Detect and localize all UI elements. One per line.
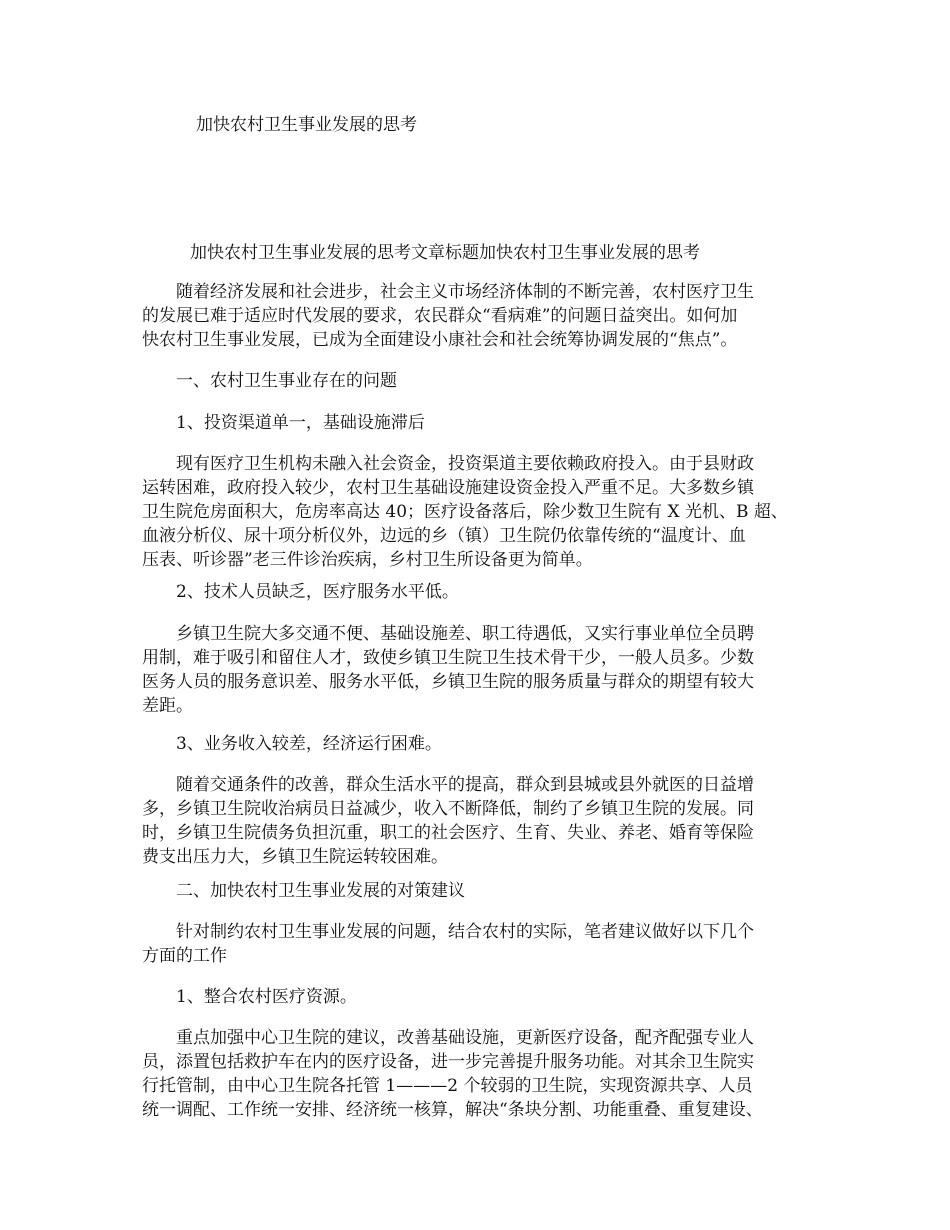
section-1-heading: 一、农村卫生事业存在的问题 [176, 371, 397, 391]
section-2-intro [142, 920, 832, 968]
text-line: 用制，难于吸引和留住人才，致使乡镇卫生院卫生技术骨干少，一般人员多。少数 [142, 648, 754, 668]
text-line: 卫生院危房面积大，危房率高达 40；医疗设备落后，除少数卫生院有 X 光机、B 超、 [142, 502, 788, 522]
text-line: 费支出压力大，乡镇卫生院运转较困难。 [142, 847, 448, 867]
text-line: 随着交通条件的改善，群众生活水平的提高，群众到县城或县外就医的日益增 [176, 775, 754, 795]
subsection-heading [142, 985, 832, 1009]
article-heading: 加快农村卫生事业发展的思考文章标题加快农村卫生事业发展的思考 [190, 243, 700, 263]
subsection-heading [142, 732, 832, 756]
text-line: 方面的工作 [142, 946, 227, 966]
subsection-heading [142, 580, 832, 604]
text-line: 时，乡镇卫生院债务负担沉重，职工的社会医疗、生育、失业、养老、婚育等保险 [142, 823, 754, 843]
text-line: 行托管制，由中心卫生院各托管 1———2 个较弱的卫生院，实现资源共享、人员 [142, 1076, 753, 1096]
text-line: 医务人员的服务意识差、服务水平低，乡镇卫生院的服务质量与群众的期望有较大 [142, 672, 754, 692]
s1-item1-heading: 1、投资渠道单一，基础设施滞后 [176, 413, 425, 433]
s1-item3-paragraph [142, 773, 832, 869]
section-heading [142, 369, 832, 393]
text-line: 的发展已难于适应时代发展的要求，农民群众“看病难”的问题日益突出。如何加 [142, 306, 738, 326]
text-line: 员，添置包括救护车在内的医疗设备，进一步完善提升服务功能。对其余卫生院实 [142, 1052, 754, 1072]
s1-item3-heading: 3、业务收入较差，经济运行困难。 [176, 734, 442, 754]
section-heading [142, 879, 832, 903]
text-line: 针对制约农村卫生事业发展的问题，结合农村的实际，笔者建议做好以下几个 [176, 922, 754, 942]
subsection-heading [142, 411, 832, 435]
text-line: 现有医疗卫生机构未融入社会资金，投资渠道主要依赖政府投入。由于县财政 [176, 454, 754, 474]
text-line: 运转困难，政府投入较少，农村卫生基础设施建设资金投入严重不足。大多数乡镇 [142, 478, 754, 498]
document-title: 加快农村卫生事业发展的思考 [196, 115, 417, 135]
text-line: 压表、听诊器”老三件诊治疾病，乡村卫生所设备更为简单。 [142, 550, 593, 570]
s1-item2-heading: 2、技术人员缺乏，医疗服务水平低。 [176, 582, 459, 602]
text-line: 血液分析仪、尿十项分析仪外，边远的乡（镇）卫生院仍依靠传统的“温度计、血 [142, 526, 746, 546]
section-2-heading: 二、加快农村卫生事业发展的对策建议 [176, 881, 465, 901]
s2-item1-paragraph [142, 1026, 832, 1122]
text-line: 快农村卫生事业发展，已成为全面建设小康社会和社会统筹协调发展的“焦点”。 [142, 330, 738, 350]
text-line: 乡镇卫生院大多交通不便、基础设施差、职工待遇低，又实行事业单位全员聘 [176, 624, 754, 644]
text-line: 重点加强中心卫生院的建议，改善基础设施，更新医疗设备，配齐配强专业人 [176, 1028, 754, 1048]
s1-item2-paragraph [142, 622, 832, 718]
text-line: 差距。 [142, 696, 193, 716]
text-line: 统一调配、工作统一安排、经济统一核算，解决“条块分割、功能重叠、重复建设、 [142, 1100, 763, 1120]
text-line: 随着经济发展和社会进步，社会主义市场经济体制的不断完善，农村医疗卫生 [176, 282, 754, 302]
s2-item1-heading: 1、整合农村医疗资源。 [176, 987, 357, 1007]
text-line: 多，乡镇卫生院收治病员日益减少，收入不断降低，制约了乡镇卫生院的发展。同 [142, 799, 754, 819]
s1-item1-paragraph [142, 452, 832, 572]
intro-paragraph [142, 280, 832, 352]
